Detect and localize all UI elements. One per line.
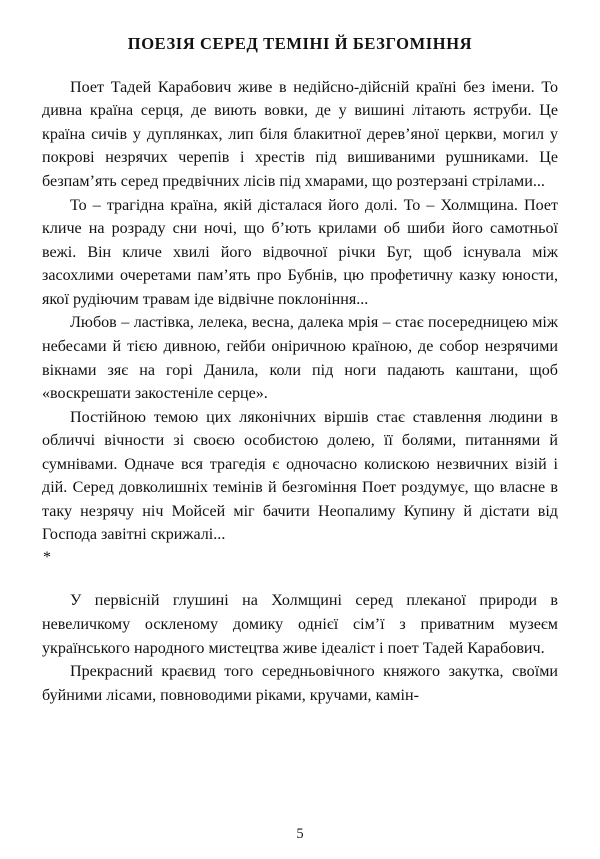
page-text-block [42, 34, 558, 707]
paragraph: У первісній глушині на Холмщині серед плеканої природи в невеличкому оскленому домику однієї сім’ї з приватним музеєм українського народного мистецтва живе ідеаліст і поет Тадей Карабович. [42, 592, 558, 657]
paragraph: Прекрасний краєвид того середньовічного княжого закутка, своїми буйними лісами, повноводими ріками, кручами, камін- [42, 663, 558, 704]
page-number: 5 [296, 826, 304, 842]
paragraph: Постійною темою цих ляконічних віршів стає ставлення людини в обличчі вічности зі своєю особистою долею, її болями, питаннями й сумнівами. Одначе вся трагедія є одночасно колискою незвичних візій і дій. Серед довколишніх темінів й безгоміння Поет роздумує, що власне в таку незрячу ніч Мойсей міг бачити Неопалиму Купину й дістати від Господа завітні скрижалі... [42, 408, 558, 544]
paragraph: То – трагідна країна, якій дісталася його долі. То – Холмщина. Поет кличе на розраду сни ночі, що б’ють крилами об шиби його самотньої вежі. Він кличе хвилі його відвочної річки Буг, щоб існувала між засохлими очеретами пам’ять про Бубнів, цю профетичну казку юности, якої рудіючим травам іде відвічне поклоніння... [42, 196, 558, 308]
section-break-asterisk: * [43, 549, 51, 567]
paragraph: Любов – ластівка, лелека, весна, далека мрія – стає посередницею між небесами й тією дивною, гейби оніричною країною, де собор незрячими вікнами зяє на горі Данила, коли під ноги падають каштани, щоб «воскрешати закостеніле серце». [42, 314, 558, 403]
page-title: ПОЕЗІЯ СЕРЕД ТЕМІНІ Й БЕЗГОМІННЯ [127, 34, 473, 53]
paragraph: Поет Тадей Карабович живе в недійсно-дійсній країні без імени. То дивна країна серця, де виють вовки, де у вишині літають яструби. Це країна сичів у дуплянках, лип біля блакитної дерев’яної церкви, могил у покрові незрячих черепів і хрестів під вишиваними рушниками. Це безпам’ять серед предвічних лісів під хмарами, що розтерзані стрілами... [42, 78, 558, 191]
